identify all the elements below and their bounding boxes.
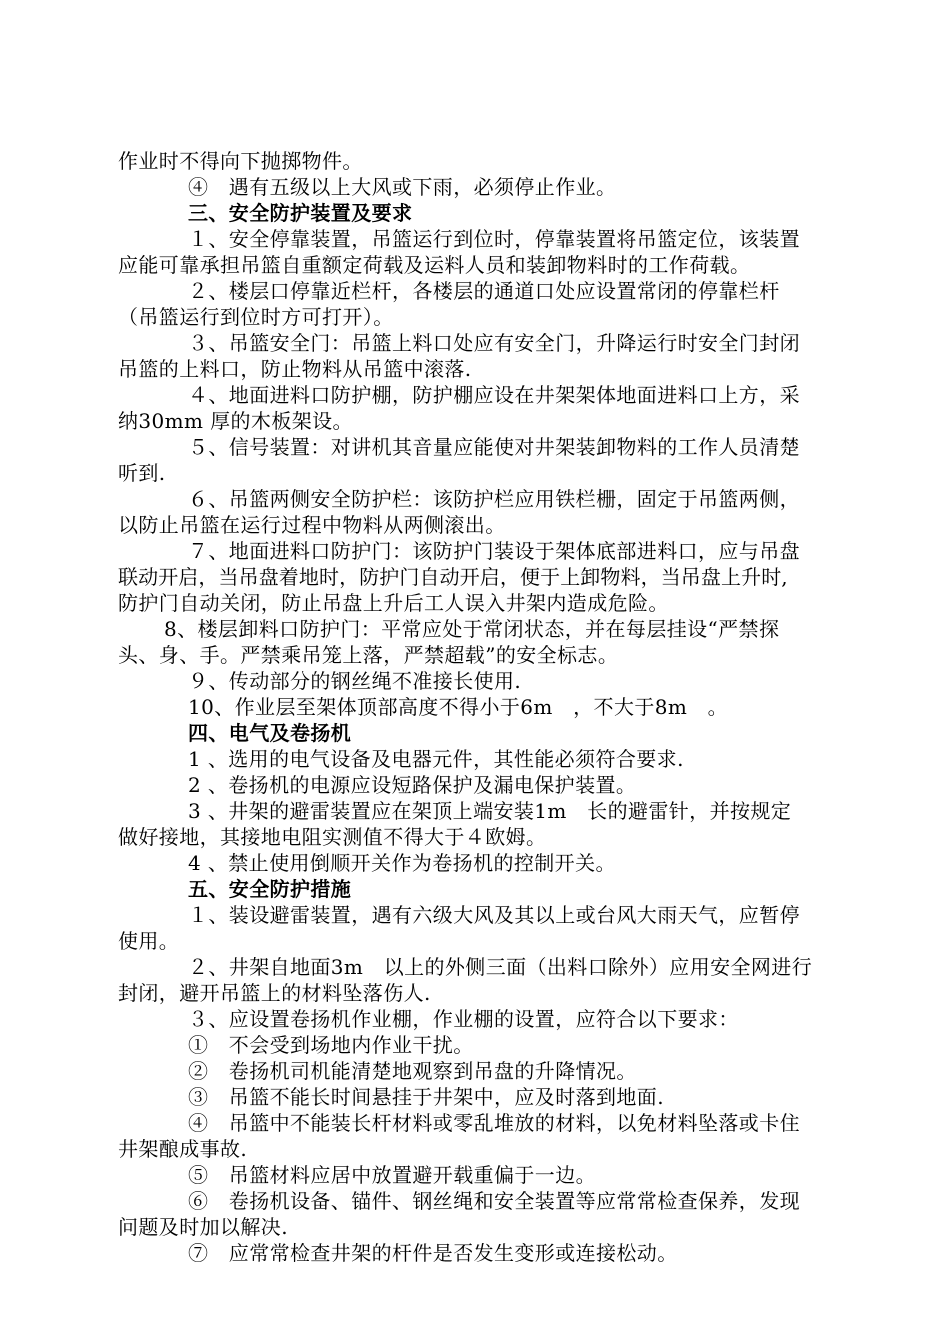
section-heading: 四、电气及卷扬机 bbox=[188, 721, 352, 745]
body-line: 使用。 bbox=[118, 929, 180, 953]
body-line: 作业时不得向下抛掷物件。 bbox=[118, 149, 363, 173]
body-line: 纳30mm 厚的木板架设。 bbox=[118, 409, 353, 433]
body-line: １、安全停靠装置，吊篮运行到位时，停靠装置将吊篮定位，该装置 bbox=[188, 227, 800, 251]
list-item: ④ 吊篮中不能装长杆材料或零乱堆放的材料，以免材料坠落或卡住 bbox=[188, 1111, 800, 1135]
body-line: 井架酿成事故. bbox=[118, 1137, 248, 1161]
body-line: （吊篮运行到位时方可打开）。 bbox=[118, 305, 394, 329]
body-line: 4 、禁止使用倒顺开关作为卷扬机的控制开关。 bbox=[188, 851, 616, 875]
body-line: 做好接地，其接地电阻实测值不得大于４欧姆。 bbox=[118, 825, 547, 849]
body-line: ３、吊篮安全门：吊篮上料口处应有安全门，升降运行时安全门封闭 bbox=[188, 331, 800, 355]
body-line: ２、楼层口停靠近栏杆，各楼层的通道口处应设置常闭的停靠栏杆 bbox=[188, 279, 780, 303]
body-line: 听到. bbox=[118, 461, 166, 485]
body-line: 封闭，避开吊篮上的材料坠落伤人. bbox=[118, 981, 431, 1005]
section-heading: 三、安全防护装置及要求 bbox=[188, 201, 413, 225]
body-line: 问题及时加以解决. bbox=[118, 1215, 288, 1239]
body-line: ９、传动部分的钢丝绳不准接长使用. bbox=[188, 669, 522, 693]
body-line: 10、作业层至架体顶部高度不得小于6m ，不大于8m 。 bbox=[188, 695, 729, 719]
body-line: ６、吊篮两侧安全防护栏：该防护栏应用铁栏栅，固定于吊篮两侧， bbox=[188, 487, 800, 511]
body-line: 应能可靠承担吊篮自重额定荷载及运料人员和装卸物料时的工作荷载。 bbox=[118, 253, 751, 277]
list-item: ④ 遇有五级以上大风或下雨，必须停止作业。 bbox=[188, 175, 617, 199]
body-line: ２、井架自地面3m 以上的外侧三面（出料口除外）应用安全网进行 bbox=[188, 955, 813, 979]
body-line: 防护门自动关闭，防止吊盘上升后工人误入井架内造成危险。 bbox=[118, 591, 669, 615]
list-item: ③ 吊篮不能长时间悬挂于井架中，应及时落到地面. bbox=[188, 1085, 664, 1109]
list-item: ⑥ 卷扬机设备、锚件、钢丝绳和安全装置等应常常检查保养，发现 bbox=[188, 1189, 800, 1213]
body-line: 2 、卷扬机的电源应设短路保护及漏电保护装置。 bbox=[188, 773, 637, 797]
list-item: ① 不会受到场地内作业干扰。 bbox=[188, 1033, 474, 1057]
body-line: 8、楼层卸料口防护门：平常应处于常闭状态，并在每层挂设“严禁探 bbox=[164, 617, 780, 641]
body-line: ３、应设置卷扬机作业棚，作业棚的设置，应符合以下要求： bbox=[188, 1007, 739, 1031]
body-line: ５、信号装置：对讲机其音量应能使对井架装卸物料的工作人员清楚 bbox=[188, 435, 800, 459]
body-line: 吊篮的上料口，防止物料从吊篮中滚落. bbox=[118, 357, 472, 381]
body-line: 1 、选用的电气设备及电器元件，其性能必须符合要求. bbox=[188, 747, 684, 771]
body-line: 头、身、手。严禁乘吊笼上落，严禁超载”的安全标志。 bbox=[118, 643, 619, 667]
body-line: 以防止吊篮在运行过程中物料从两侧滚出。 bbox=[118, 513, 506, 537]
section-heading: 五、安全防护措施 bbox=[188, 877, 352, 901]
list-item: ② 卷扬机司机能清楚地观察到吊盘的升降情况。 bbox=[188, 1059, 637, 1083]
body-line: 联动开启，当吊盘着地时，防护门自动开启，便于上卸物料，当吊盘上升时, bbox=[118, 565, 788, 589]
body-line: ４、地面进料口防护棚，防护棚应设在井架架体地面进料口上方，采 bbox=[188, 383, 800, 407]
list-item: ⑦ 应常常检查井架的杆件是否发生变形或连接松动。 bbox=[188, 1241, 678, 1265]
body-line: １、装设避雷装置，遇有六级大风及其以上或台风大雨天气，应暂停 bbox=[188, 903, 800, 927]
list-item: ⑤ 吊篮材料应居中放置避开载重偏于一边。 bbox=[188, 1163, 596, 1187]
body-line: 3 、井架的避雷装置应在架顶上端安装1m 长的避雷针，并按规定 bbox=[188, 799, 792, 823]
body-line: ７、地面进料口防护门：该防护门装设于架体底部进料口，应与吊盘 bbox=[188, 539, 800, 563]
